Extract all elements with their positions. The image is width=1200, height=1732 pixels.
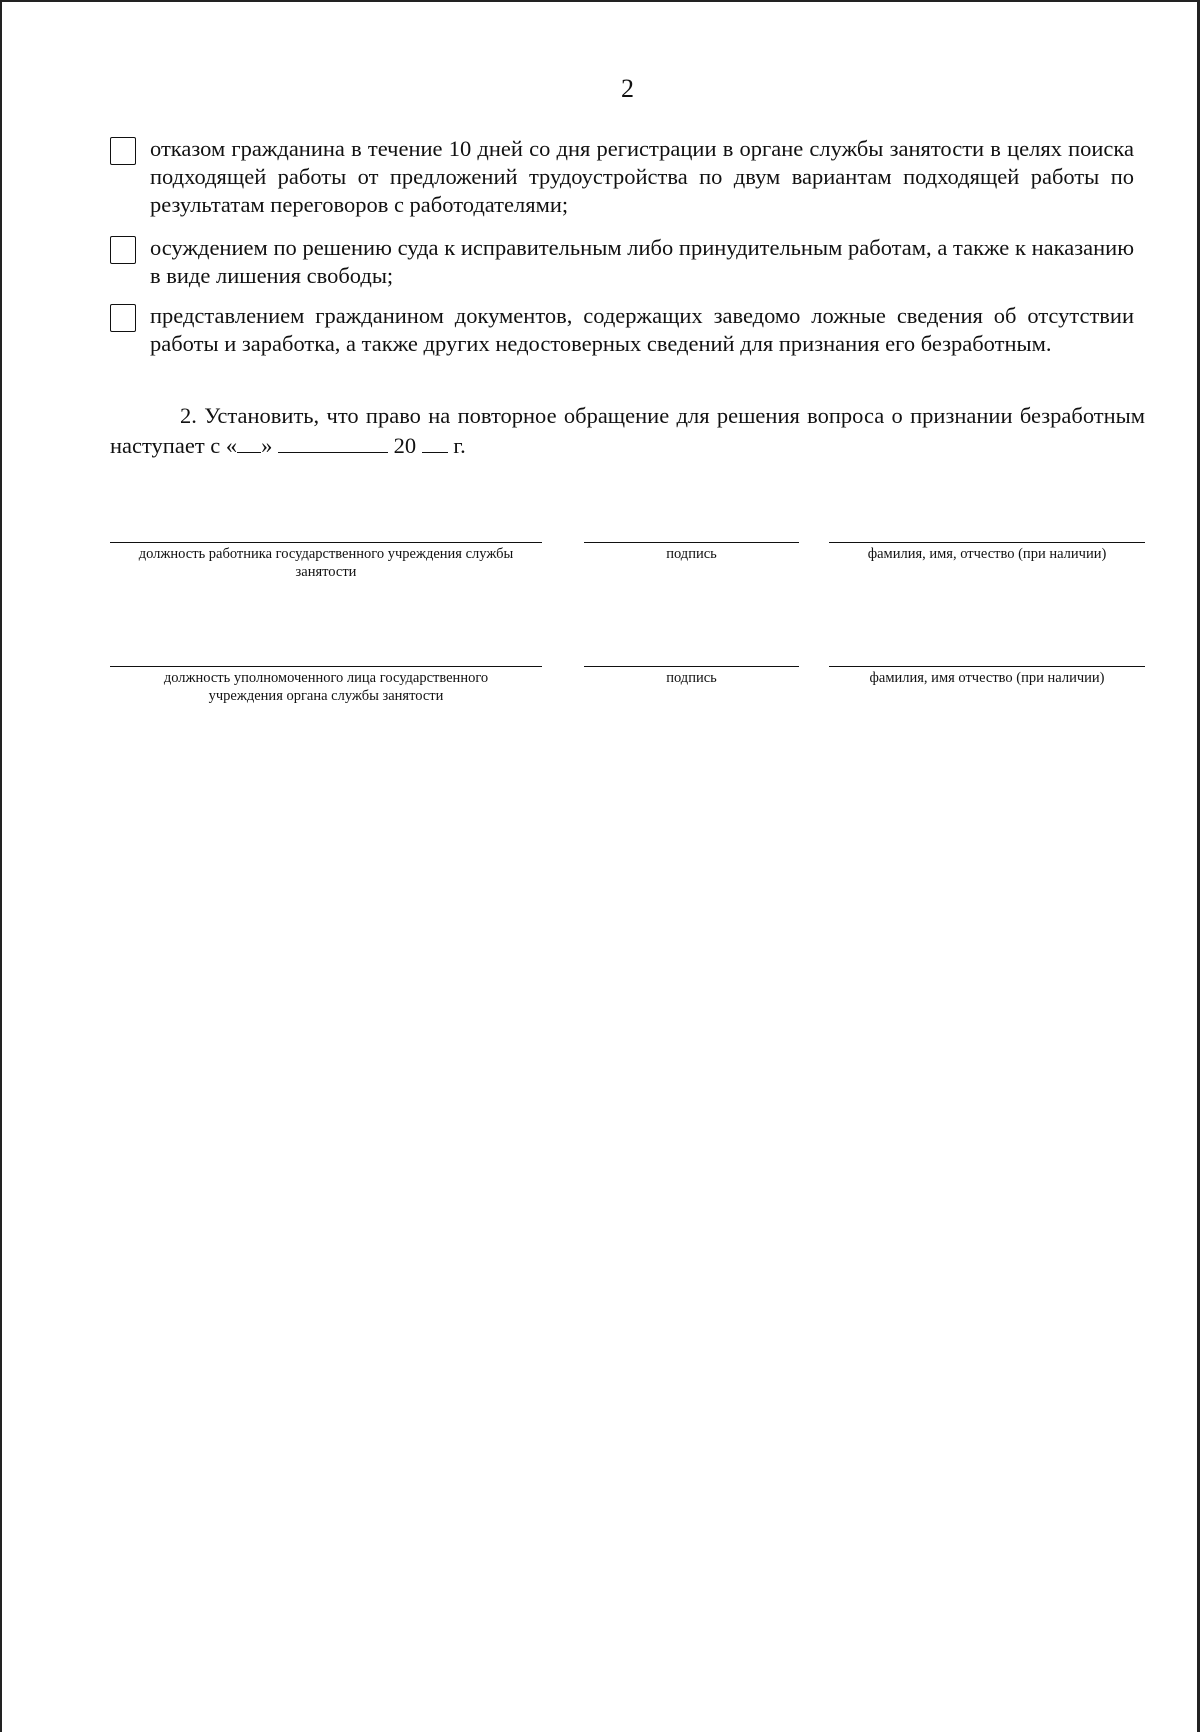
position-line[interactable] <box>110 666 542 667</box>
scan-border-top <box>0 0 1200 2</box>
option-checkbox[interactable] <box>110 137 136 165</box>
year-prefix: 20 <box>393 433 417 458</box>
position-line[interactable] <box>110 542 542 543</box>
signature-line[interactable] <box>584 542 799 543</box>
year-blank-field[interactable] <box>422 432 448 453</box>
full-name-line[interactable] <box>829 542 1145 543</box>
option-text: представлением гражданином документов, содержащих заведомо ложные сведения об отсутствии работы и заработка, а также других недостоверных сведений для признания его безработным. <box>150 303 1134 356</box>
scan-border-left <box>0 0 2 1732</box>
paragraph-reapply-date <box>110 401 1145 461</box>
option-checkbox[interactable] <box>110 304 136 332</box>
position-caption: должность работника государственного учреждения службы занятости <box>138 546 514 580</box>
signature-caption: подпись <box>666 546 717 562</box>
paragraph-text: 2. Установить, что право на повторное обращение для решения вопроса о признании безработным наступает с « <box>110 403 1145 458</box>
page-number: 2 <box>621 74 634 103</box>
signature-caption: подпись <box>666 670 717 686</box>
option-text: осуждением по решению суда к исправительным либо принудительным работам, а также к наказанию в виде лишения свободы; <box>150 235 1134 288</box>
position-caption: должность уполномоченного лица государственного учреждения органа службы занятости <box>163 670 489 704</box>
full-name-line[interactable] <box>829 666 1145 667</box>
option-checkbox[interactable] <box>110 236 136 264</box>
full-name-caption: фамилия, имя отчество (при наличии) <box>869 670 1105 686</box>
full-name-caption: фамилия, имя, отчество (при наличии) <box>867 546 1107 562</box>
month-blank-field[interactable] <box>278 432 388 453</box>
quote-close: » <box>261 433 273 458</box>
signature-line[interactable] <box>584 666 799 667</box>
day-blank-field[interactable] <box>237 432 261 453</box>
option-text: отказом гражданина в течение 10 дней со дня регистрации в органе службы занятости в целях поиска подходящей работы от предложений трудоустройства по двум вариантам подходящей работы по результатам переговоров с работодателями; <box>150 136 1134 217</box>
year-suffix: г. <box>453 433 466 458</box>
